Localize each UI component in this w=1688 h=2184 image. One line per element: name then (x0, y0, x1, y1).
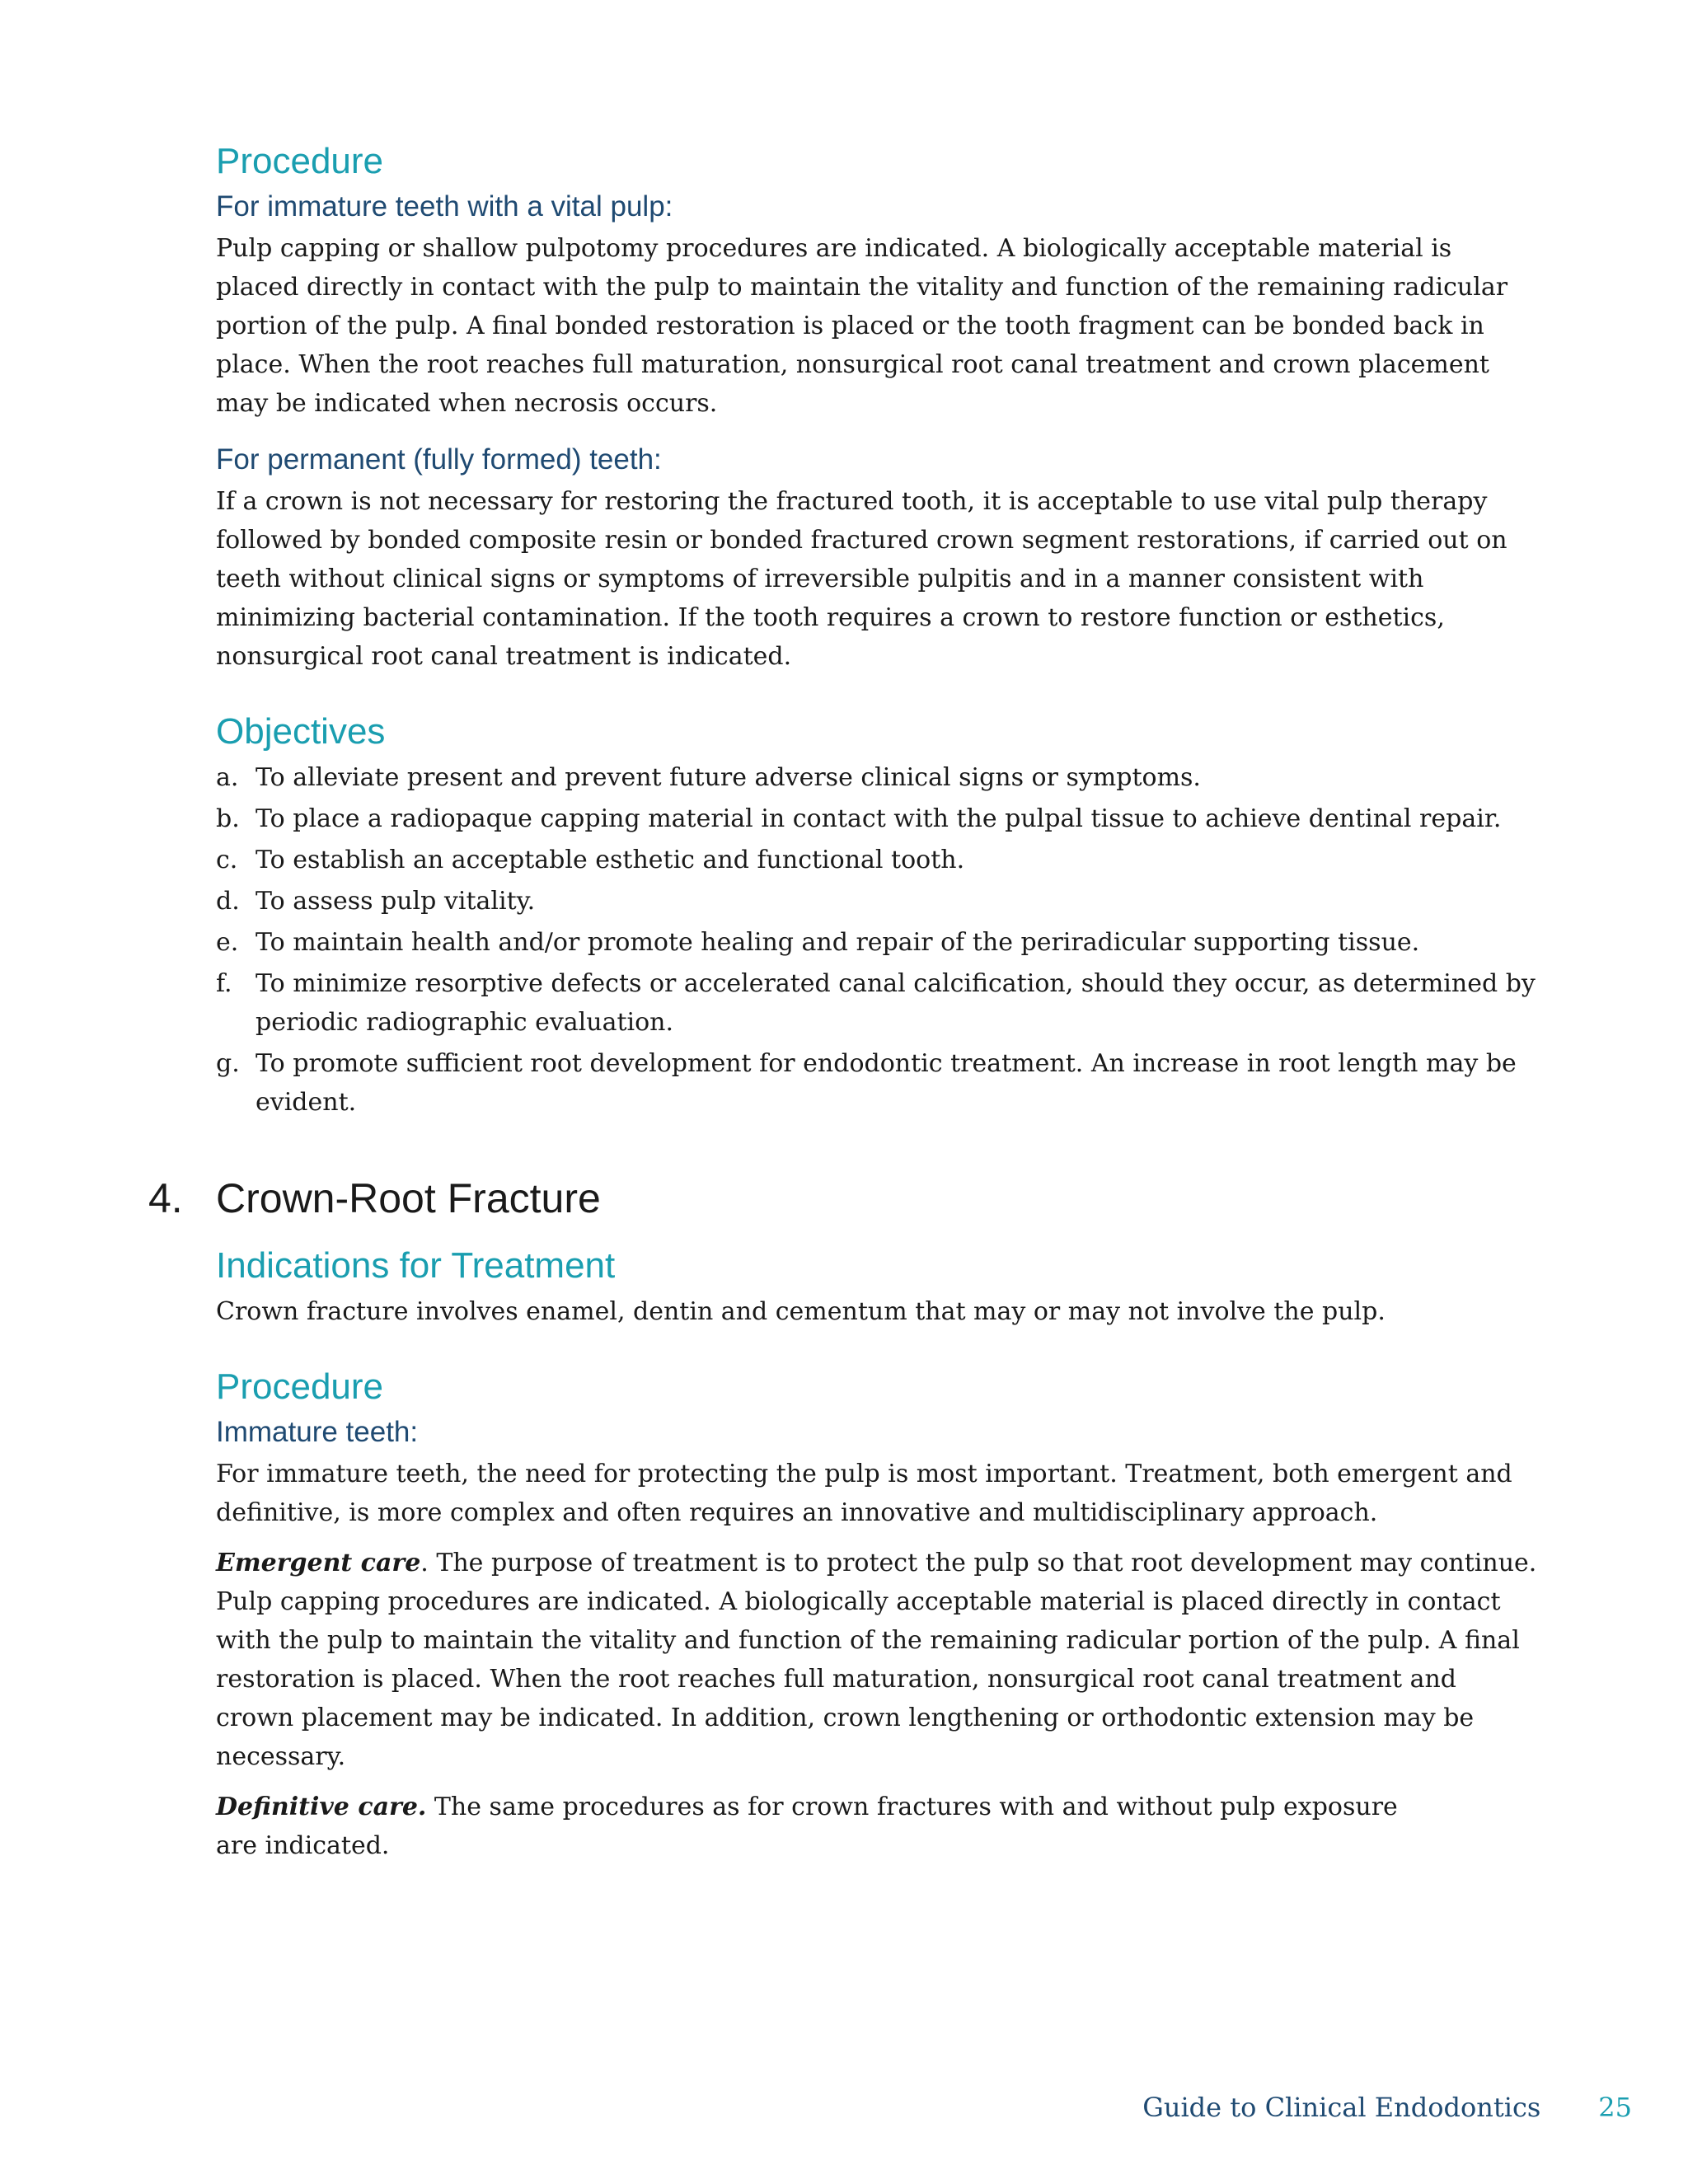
list-marker: f. (216, 969, 232, 998)
list-item-text: To minimize resorptive defects or accelerated canal calcification, should they occur, as determined by periodic radiographic evaluation. (256, 969, 1536, 1037)
definitive-care-text: The same procedures as for crown fractures with and without pulp exposure are indicated. (216, 1793, 1398, 1860)
list-item-text: To maintain health and/or promote healing and repair of the periradicular supporting tissue. (256, 928, 1420, 957)
list-item (216, 923, 1540, 962)
section-title: Crown-Root Fracture (216, 1175, 601, 1221)
list-item (216, 1044, 1540, 1122)
list-marker: a. (216, 763, 239, 792)
list-item (216, 964, 1540, 1042)
footer-title: Guide to Clinical Endodontics (1142, 2092, 1541, 2123)
indications-paragraph: Crown fracture involves enamel, dentin and cementum that may or may not involve the pulp. (216, 1297, 1386, 1326)
procedure-heading: Procedure (216, 141, 384, 181)
page-footer (1142, 2092, 1632, 2123)
list-item (216, 841, 1540, 879)
list-marker: d. (216, 887, 240, 916)
objectives-heading: Objectives (216, 711, 386, 752)
immature-teeth-paragraph: For immature teeth, the need for protecting the pulp is most important. Treatment, both emergent and definitive, is more complex and often requires an innovative and multidisciplinary approach. (216, 1460, 1512, 1527)
immature-vital-subheading: For immature teeth with a vital pulp: (216, 190, 673, 223)
list-item (216, 758, 1540, 797)
permanent-teeth-subheading: For permanent (fully formed) teeth: (216, 443, 662, 476)
list-item-text: To promote sufficient root development for endodontic treatment. An increase in root length may be evident. (256, 1049, 1517, 1117)
list-item (216, 882, 1540, 921)
immature-vital-paragraph: Pulp capping or shallow pulpotomy procedures are indicated. A biologically acceptable material is placed directly in contact with the pulp to maintain the vitality and function of the remaining radicular portion of the pulp. A final bonded restoration is placed or the tooth fragment can be bonded back in place. When the root reaches full maturation, nonsurgical root canal treatment and crown placement may be indicated when necrosis occurs. (216, 234, 1508, 418)
definitive-care-label: Definitive care. (216, 1793, 427, 1821)
section-number: 4. (148, 1175, 183, 1221)
procedure-heading-2: Procedure (216, 1366, 384, 1407)
list-marker: g. (216, 1049, 240, 1078)
list-item-text: To assess pulp vitality. (256, 887, 536, 916)
crown-root-fracture-heading (148, 1172, 1540, 1225)
definitive-care-paragraph (216, 1788, 1411, 1865)
list-item-text: To alleviate present and prevent future adverse clinical signs or symptoms. (256, 763, 1201, 792)
emergent-care-label: Emergent care (216, 1549, 421, 1577)
emergent-care-text: . The purpose of treatment is to protect the pulp so that root development may continue. Pulp capping procedures are indicated. A biologically acceptable material is placed directly in contact with the pulp to maintain the vitality and function of the remaining radicular portion of the pulp. A final restoration is placed. When the root reaches full maturation, nonsurgical root canal treatment and crown placement may be indicated. In addition, crown lengthening or orthodontic extension may be necessary. (216, 1549, 1537, 1771)
list-marker: c. (216, 846, 238, 874)
emergent-care-paragraph (216, 1544, 1540, 1776)
permanent-teeth-paragraph: If a crown is not necessary for restoring the fractured tooth, it is acceptable to use vital pulp therapy followed by bonded composite resin or bonded fractured crown segment restorations, if carried out on teeth without clinical signs or symptoms of irreversible pulpitis and in a manner consistent with minimizing bacterial contamination. If the tooth requires a crown to restore function or esthetics, nonsurgical root canal treatment is indicated. (216, 487, 1507, 671)
list-item-text: To establish an acceptable esthetic and functional tooth. (256, 846, 965, 874)
list-item-text: To place a radiopaque capping material in contact with the pulpal tissue to achieve dentinal repair. (256, 804, 1502, 833)
indications-heading: Indications for Treatment (216, 1245, 616, 1286)
list-marker: b. (216, 804, 240, 833)
page-number: 25 (1598, 2092, 1632, 2123)
immature-teeth-subheading: Immature teeth: (216, 1416, 419, 1448)
list-marker: e. (216, 928, 239, 957)
list-item (216, 799, 1540, 838)
objectives-list (216, 758, 1540, 1122)
